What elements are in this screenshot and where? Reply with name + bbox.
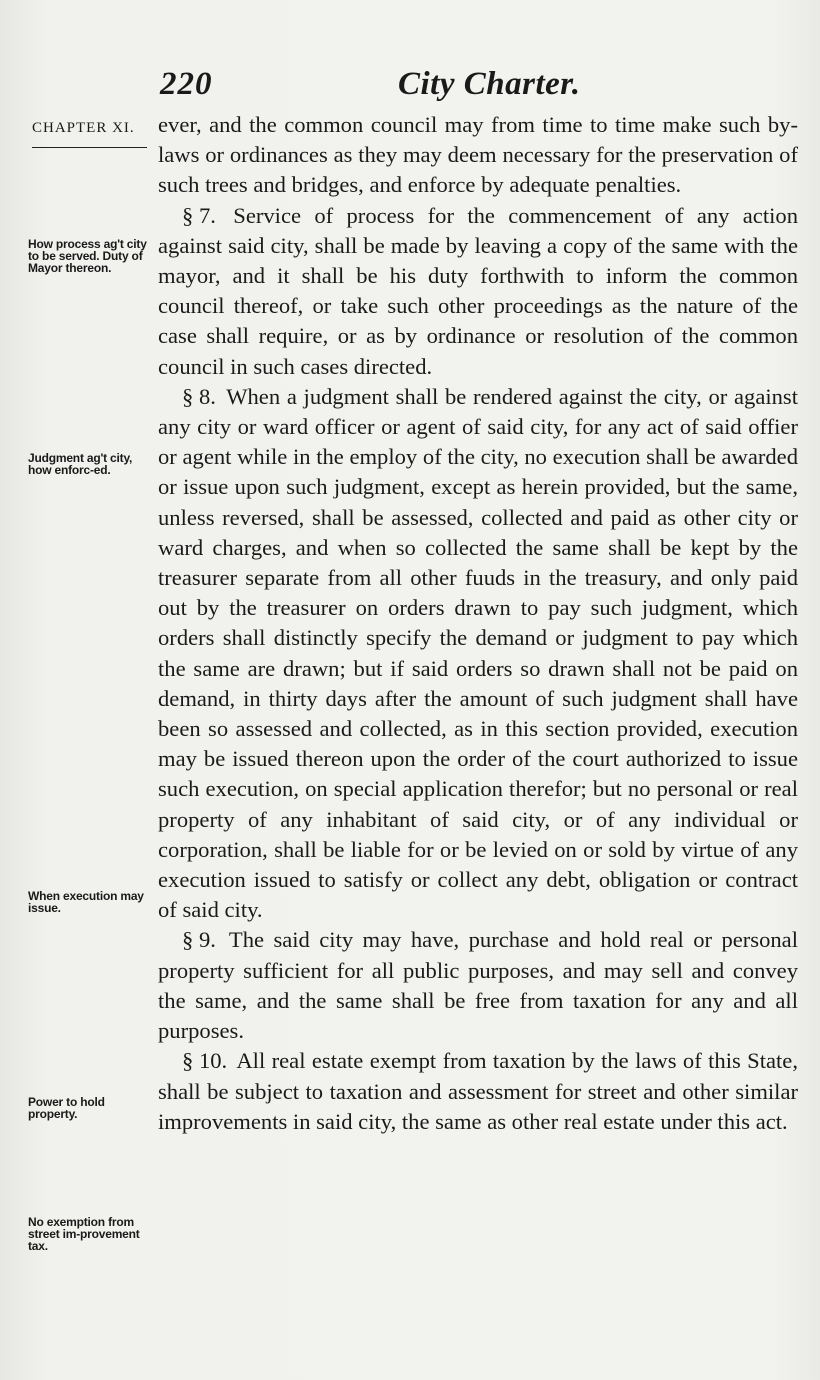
paragraph-text: When a judgment shall be rendered against the city, or against any city or ward officer or agent of said city, for any act of said offier or agent while in the employ of the city, no execution shall be awarded or issue upon such judgment, except as herein provided, but the same, unless reversed, shall be assessed, collected and paid as other city or ward charges, and when so collected the same shall be kept by the treasurer separate from all other fuuds in the treasury, and only paid out by the treasurer on orders drawn to pay such judgment, which orders shall distinctly specify the demand or judgment to pay which the same are drawn; but if said orders so drawn shall not be paid on demand, in thirty days after the amount of such judgment shall have been so assessed and collected, as in this section provided, execution may be issued thereon upon the order of the court authorized to issue such execution, on special application therefor; but no personal or real property of any inhabitant of said city, or of any individual or corporation, shall be liable for or be levied on or sold by virtue of any execution issued to satisfy or collect any debt, obligation or contract of said city. (158, 383, 798, 923)
paragraph-text: ever, and the common council may from time to time make such by-laws or ordinances as they may deem necessary for the preservation of such trees and bridges, and enforce by adequate penalties. (158, 112, 798, 198)
paragraph-section-8 (158, 382, 798, 926)
page-number: 220 (160, 66, 213, 102)
margin-note-no-exemption: No exemption from street im-provement tax. (28, 1215, 140, 1253)
section-number: § 10. (182, 1048, 228, 1074)
paragraph-section-7 (158, 201, 798, 382)
section-number: § 7. (182, 202, 216, 228)
body-text (158, 110, 798, 1137)
margin-note-service-of-process: How process ag't city to be served. Duty of Mayor thereon. (28, 237, 147, 275)
paragraph-section-9 (158, 925, 798, 1046)
page-header (0, 66, 820, 106)
paragraph-section-10 (158, 1046, 798, 1137)
margin-note-power-to-hold-property: Power to hold property. (28, 1095, 105, 1121)
paragraph-text: Service of process for the commencement of any action against said city, shall be made by leaving a copy of the same with the mayor, and it shall be his duty forthwith to inform the common council thereof, or take such other proceedings as the nature of the case shall require, or as by ordinance or resolution of the common council in such cases directed. (158, 202, 798, 379)
margin-note-when-execution-may-issue: When execution may issue. (28, 889, 144, 915)
paragraph-continuation (158, 110, 798, 201)
chapter-label: CHAPTER XI. (32, 120, 147, 148)
margin-note-judgment-against-city: Judgment ag't city, how enforc-ed. (28, 451, 133, 477)
section-number: § 8. (182, 383, 216, 409)
paragraph-text: The said city may have, purchase and hold real or personal property sufficient for all public purposes, and may sell and convey the same, and the same shall be free from taxation for any and all purposes. (158, 927, 798, 1044)
running-title: City Charter. (398, 66, 581, 102)
paragraph-text: All real estate exempt from taxation by the laws of this State, shall be subject to taxation and assessment for street and other similar improvements in said city, the same as other real estate under this act. (158, 1048, 798, 1134)
section-number: § 9. (182, 927, 216, 953)
